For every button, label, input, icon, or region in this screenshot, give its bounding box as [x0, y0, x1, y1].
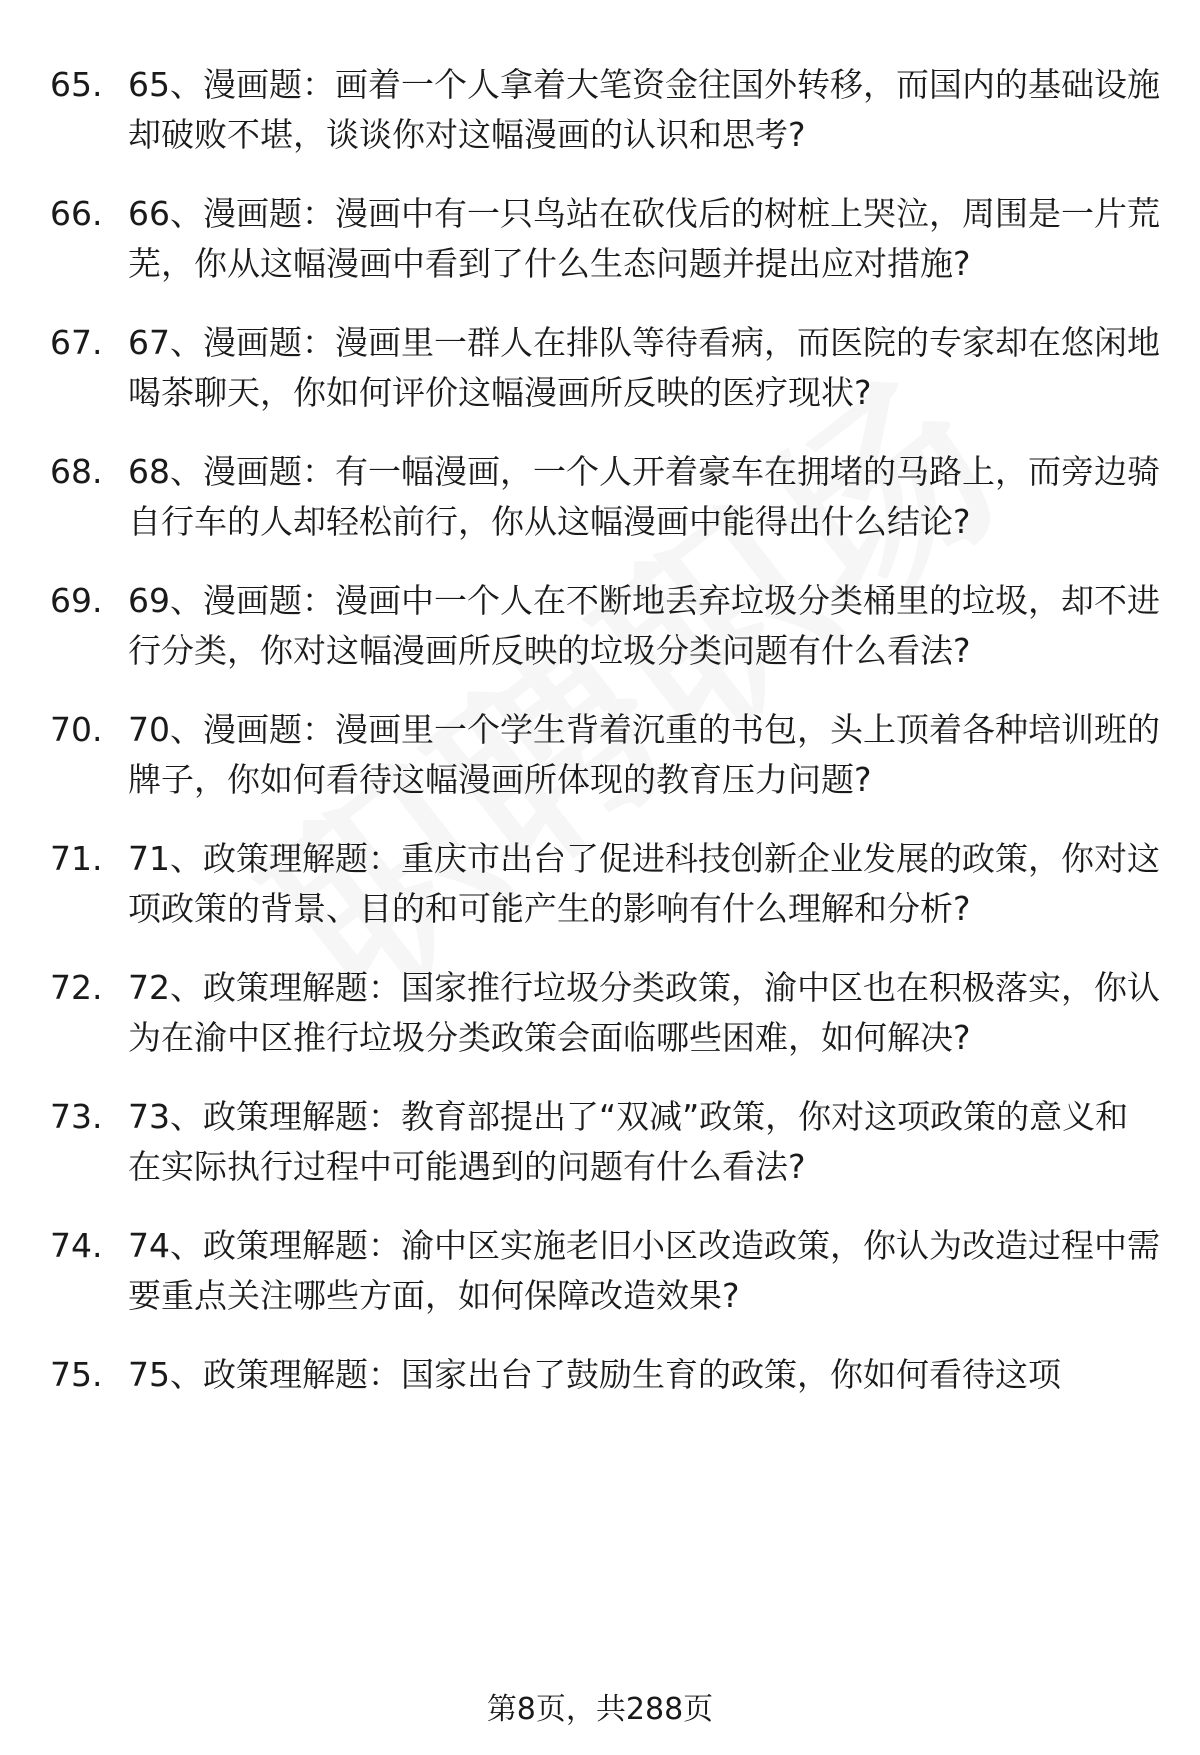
question-number: 73.	[50, 1097, 103, 1136]
question-number: 71.	[50, 839, 103, 878]
list-item	[50, 576, 1160, 676]
question-text: 75、政策理解题：国家出台了鼓励生育的政策，你如何看待这项	[128, 1355, 1061, 1394]
list-item	[50, 60, 1160, 160]
question-text: 65、漫画题：画着一个人拿着大笔资金往国外转移，而国内的基础设施却破败不堪，谈谈你对这幅漫画的认识和思考?	[128, 65, 1160, 154]
page-footer: 第8页，共288页	[486, 1692, 714, 1727]
question-number: 70.	[50, 710, 103, 749]
question-number: 65.	[50, 65, 103, 104]
list-item	[50, 447, 1160, 547]
question-list	[50, 60, 1160, 1429]
question-text: 70、漫画题：漫画里一个学生背着沉重的书包，头上顶着各种培训班的牌子，你如何看待这幅漫画所体现的教育压力问题?	[128, 710, 1160, 799]
question-text: 69、漫画题：漫画中一个人在不断地丢弃垃圾分类桶里的垃圾，却不进行分类，你对这幅漫画所反映的垃圾分类问题有什么看法?	[128, 581, 1160, 670]
question-number: 67.	[50, 323, 103, 362]
list-item	[50, 1092, 1160, 1192]
question-number: 68.	[50, 452, 103, 491]
question-text: 73、政策理解题：教育部提出了“双减”政策，你对这项政策的意义和在实际执行过程中可能遇到的问题有什么看法?	[128, 1097, 1129, 1186]
list-item	[50, 1350, 1160, 1400]
question-number: 74.	[50, 1226, 103, 1265]
list-item	[50, 318, 1160, 418]
list-item	[50, 963, 1160, 1063]
question-text: 72、政策理解题：国家推行垃圾分类政策，渝中区也在积极落实，你认为在渝中区推行垃圾分类政策会面临哪些困难，如何解决?	[128, 968, 1160, 1057]
list-item	[50, 189, 1160, 289]
question-text: 67、漫画题：漫画里一群人在排队等待看病，而医院的专家却在悠闲地喝茶聊天，你如何评价这幅漫画所反映的医疗现状?	[128, 323, 1160, 412]
question-number: 75.	[50, 1355, 103, 1394]
question-text: 71、政策理解题：重庆市出台了促进科技创新企业发展的政策，你对这项政策的背景、目的和可能产生的影响有什么理解和分析?	[128, 839, 1160, 928]
question-number: 72.	[50, 968, 103, 1007]
list-item	[50, 705, 1160, 805]
list-item	[50, 1221, 1160, 1321]
list-item	[50, 834, 1160, 934]
question-text: 68、漫画题：有一幅漫画，一个人开着豪车在拥堵的马路上，而旁边骑自行车的人却轻松前行，你从这幅漫画中能得出什么结论?	[128, 452, 1160, 541]
question-text: 74、政策理解题：渝中区实施老旧小区改造政策，你认为改造过程中需要重点关注哪些方面，如何保障改造效果?	[128, 1226, 1160, 1315]
question-number: 69.	[50, 581, 103, 620]
question-number: 66.	[50, 194, 103, 233]
question-text: 66、漫画题：漫画中有一只鸟站在砍伐后的树桩上哭泣，周围是一片荒芜，你从这幅漫画中看到了什么生态问题并提出应对措施?	[128, 194, 1160, 283]
